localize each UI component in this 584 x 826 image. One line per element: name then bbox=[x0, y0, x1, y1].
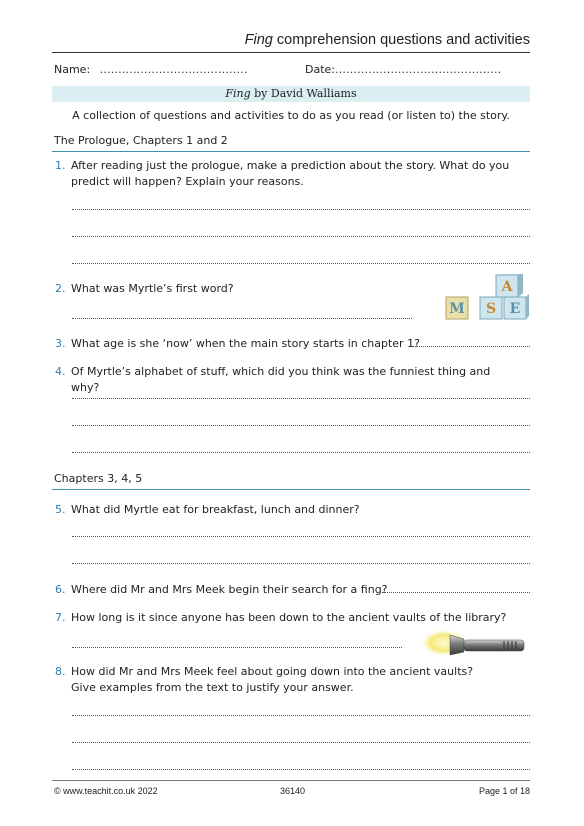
question-6 bbox=[55, 582, 525, 598]
question-7 bbox=[55, 610, 525, 626]
answer-line[interactable] bbox=[72, 452, 530, 453]
answer-line[interactable] bbox=[72, 263, 530, 264]
page-header-title bbox=[52, 32, 530, 48]
book-title-italic: Fing bbox=[225, 87, 251, 100]
question-text: How long is it since anyone has been down to the ancient vaults of the library? bbox=[71, 611, 507, 624]
question-text: Where did Mr and Mrs Meek begin their search for a fing? bbox=[71, 583, 388, 596]
question-number: 3. bbox=[55, 337, 66, 350]
answer-line[interactable] bbox=[72, 425, 530, 426]
header-divider bbox=[52, 52, 530, 53]
header-title-rest: comprehension questions and activities bbox=[272, 32, 530, 48]
date-label: Date: bbox=[305, 63, 335, 76]
torch-icon bbox=[420, 630, 530, 660]
question-8 bbox=[55, 664, 525, 698]
question-1 bbox=[55, 158, 525, 188]
question-number: 7. bbox=[55, 611, 66, 624]
question-text: How did Mr and Mrs Meek feel about going down into the ancient vaults? Give examples from the text to justify your answer. bbox=[71, 665, 474, 694]
question-text: After reading just the prologue, make a prediction about the story. What do you predict will happen? Explain your reasons. bbox=[71, 159, 510, 188]
question-3 bbox=[55, 336, 525, 352]
book-title-band bbox=[52, 86, 530, 102]
question-number: 1. bbox=[55, 159, 66, 172]
alphabet-blocks-icon bbox=[444, 274, 530, 320]
footer-divider bbox=[52, 780, 530, 781]
question-4 bbox=[55, 364, 525, 394]
question-text: Of Myrtle’s alphabet of stuff, which did you think was the funniest thing and why? bbox=[71, 365, 491, 394]
answer-line[interactable] bbox=[72, 647, 402, 648]
date-dots: ............................................. bbox=[335, 63, 502, 76]
section-divider-2 bbox=[52, 489, 530, 490]
footer-page-number: Page 1 of 18 bbox=[478, 786, 530, 796]
question-number: 4. bbox=[55, 365, 66, 378]
answer-line[interactable] bbox=[72, 563, 530, 564]
name-label: Name: bbox=[54, 63, 91, 76]
section-heading-1: The Prologue, Chapters 1 and 2 bbox=[54, 134, 228, 147]
name-dots: ........................................ bbox=[99, 63, 248, 76]
question-number: 5. bbox=[55, 503, 66, 516]
section-heading-2: Chapters 3, 4, 5 bbox=[54, 472, 143, 485]
answer-line[interactable] bbox=[72, 715, 530, 716]
date-field[interactable] bbox=[305, 63, 501, 76]
question-number: 6. bbox=[55, 583, 66, 596]
block-letter: S bbox=[485, 301, 497, 317]
question-number: 2. bbox=[55, 282, 66, 295]
question-number: 8. bbox=[55, 665, 66, 678]
question-text: What age is she ‘now’ when the main story starts in chapter 1? bbox=[71, 337, 420, 350]
header-title-italic: Fing bbox=[244, 32, 273, 48]
answer-line[interactable] bbox=[382, 592, 530, 593]
section-divider-1 bbox=[52, 151, 530, 152]
book-title-rest: by David Walliams bbox=[250, 87, 357, 100]
answer-line[interactable] bbox=[72, 536, 530, 537]
intro-text: A collection of questions and activities to do as you read (or listen to) the story. bbox=[72, 109, 510, 122]
answer-line[interactable] bbox=[72, 398, 530, 399]
answer-line[interactable] bbox=[72, 318, 412, 319]
block-letter: E bbox=[509, 301, 521, 317]
footer-copyright: © www.teachit.co.uk 2022 bbox=[54, 786, 158, 796]
name-field[interactable] bbox=[54, 63, 248, 76]
answer-line[interactable] bbox=[72, 769, 530, 770]
footer-code: 36140 bbox=[280, 786, 306, 796]
question-text: What did Myrtle eat for breakfast, lunch and dinner? bbox=[71, 503, 360, 516]
answer-line[interactable] bbox=[72, 742, 530, 743]
question-text: What was Myrtle’s first word? bbox=[71, 282, 234, 295]
answer-line[interactable] bbox=[412, 346, 530, 347]
block-letter: A bbox=[501, 279, 513, 295]
question-5 bbox=[55, 502, 525, 518]
answer-line[interactable] bbox=[72, 209, 530, 210]
answer-line[interactable] bbox=[72, 236, 530, 237]
block-letter: M bbox=[449, 301, 465, 317]
